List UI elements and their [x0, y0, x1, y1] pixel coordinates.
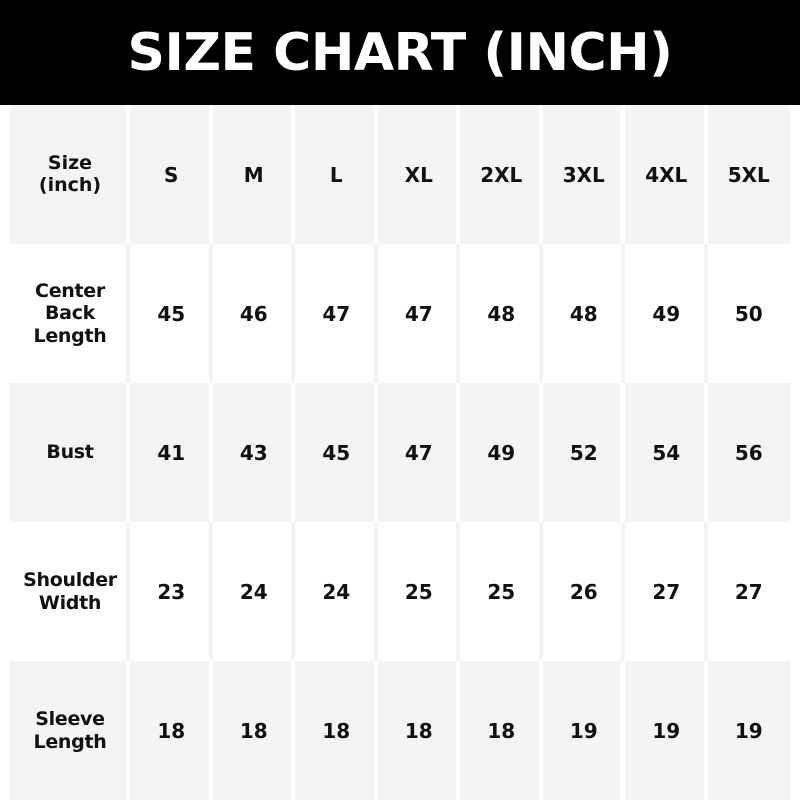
page-title: SIZE CHART (INCH): [127, 22, 673, 83]
row-label-line: Center: [35, 279, 105, 302]
measurement-cell: 50: [708, 244, 791, 383]
measurement-cell: 49: [460, 383, 543, 522]
corner-label-line2: (inch): [38, 173, 102, 196]
column-header: 5XL: [708, 105, 791, 244]
measurement-cell: 19: [625, 661, 708, 800]
row-label-line: Length: [33, 730, 107, 753]
row-label: [10, 383, 130, 522]
row-label: [10, 522, 130, 661]
measurement-cell: 56: [708, 383, 791, 522]
measurement-cell: 47: [378, 383, 461, 522]
measurement-cell: 24: [295, 522, 378, 661]
measurement-cell: 49: [625, 244, 708, 383]
measurement-cell: 18: [213, 661, 296, 800]
size-chart-table: [10, 105, 790, 800]
table-row: [10, 661, 790, 800]
column-header: 4XL: [625, 105, 708, 244]
table-row: [10, 522, 790, 661]
row-label-line: Back: [44, 302, 95, 325]
measurement-cell: 18: [130, 661, 213, 800]
corner-label-line1: Size: [47, 151, 93, 174]
measurement-cell: 25: [460, 522, 543, 661]
row-label-line: Bust: [46, 441, 94, 464]
measurement-cell: 41: [130, 383, 213, 522]
measurement-cell: 18: [460, 661, 543, 800]
measurement-cell: 24: [213, 522, 296, 661]
row-label-line: Width: [38, 591, 102, 614]
column-header: S: [130, 105, 213, 244]
measurement-cell: 27: [625, 522, 708, 661]
measurement-cell: 45: [295, 383, 378, 522]
measurement-cell: 47: [378, 244, 461, 383]
measurement-cell: 26: [543, 522, 626, 661]
measurement-cell: 48: [543, 244, 626, 383]
row-label: [10, 661, 130, 800]
measurement-cell: 19: [543, 661, 626, 800]
measurement-cell: 54: [625, 383, 708, 522]
row-label-line: Sleeve: [35, 708, 105, 731]
column-header: XL: [378, 105, 461, 244]
corner-size-label: [10, 105, 130, 244]
table-header-row: [10, 105, 790, 244]
table-row: [10, 244, 790, 383]
measurement-cell: 45: [130, 244, 213, 383]
measurement-cell: 47: [295, 244, 378, 383]
table-row: [10, 383, 790, 522]
column-header: 2XL: [460, 105, 543, 244]
title-bar: [0, 0, 800, 105]
row-label: [10, 244, 130, 383]
measurement-cell: 43: [213, 383, 296, 522]
row-label-line: Shoulder: [23, 569, 117, 592]
measurement-cell: 48: [460, 244, 543, 383]
measurement-cell: 52: [543, 383, 626, 522]
row-label-line: Length: [33, 324, 107, 347]
measurement-cell: 25: [378, 522, 461, 661]
measurement-cell: 18: [378, 661, 461, 800]
measurement-cell: 18: [295, 661, 378, 800]
measurement-cell: 46: [213, 244, 296, 383]
column-header: L: [295, 105, 378, 244]
measurement-cell: 23: [130, 522, 213, 661]
measurement-cell: 19: [708, 661, 791, 800]
column-header: M: [213, 105, 296, 244]
column-header: 3XL: [543, 105, 626, 244]
measurement-cell: 27: [708, 522, 791, 661]
